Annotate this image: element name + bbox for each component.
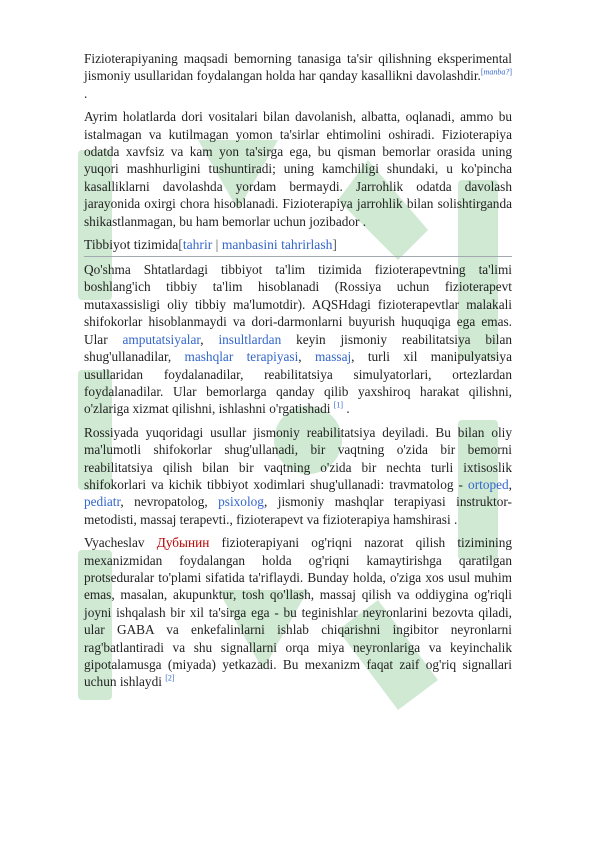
reference-2[interactable]: [2]: [165, 673, 175, 683]
link-pediatr[interactable]: pediatr: [84, 494, 121, 510]
link-massaj[interactable]: massaj: [314, 349, 352, 365]
paragraph-russia-system: Rossiyada yuqoridagi usullar jismoniy reabilitatsiya deyiladi. Bu bilan oliy ma'lumotli shifokorlar shug'ullanadi, bir vaqtning o'zida bir bemorni reabilitatsiya qilish bilan bir vaqtning o'zida bir nechta turli ixtisoslik shifokorlari va kichik tibbiyot xodimlari shug'ullanadi: travmatolog - ortoped, pediatr, nevropatolog, psixolog, jismoniy mashqlar terapiyasi instruktor-metodisti, massaj terapevti., fizioterapevt va fizioterapiya hamshirasi .: [84, 424, 512, 527]
reference-1[interactable]: [1]: [333, 400, 344, 410]
section-heading-medical-system: Tibbiyot tizimida[tahrir | manbasini tahrirlash]: [84, 236, 512, 257]
redlink-dubynin[interactable]: Дубынин: [156, 535, 210, 551]
edit-section-link[interactable]: tahrir: [182, 237, 213, 253]
paragraph-purpose: Fizioterapiyaning maqsadi bemorning tanasiga ta'sir qilishning eksperimental jismoniy usullaridan foydalangan holda har qanday kasallikni davolashdir.[manba?] .: [84, 51, 512, 101]
link-psixolog[interactable]: psixolog: [218, 494, 264, 510]
paragraph-usa-system: Qo'shma Shtatlardagi tibbiyot ta'lim tizimida fizioterapevtning ta'limi boshlang'ich tibbiy ta'lim hisoblanadi (Rossiya uchun fizioterapevt mutaxassisligi oliy tibbiy ma'lumotdir). AQSHdagi fizioterapevtlar malakali shifokorlar hisoblanmaydi va dori-darmonlarni buyurish huquqiga ega emas. Ular amputatsiyalar, insultlardan keyin jismoniy reabilitatsiya bilan shug'ullanadilar, mashqlar terapiyasi, massaj, turli xil manipulyatsiya usullaridan foydalanadilar, reabilitatsiya simulyatorlari, ortezlardan foydalanadilar. Ular bemorlarga qanday qilib yaxshiroq harakat qilishni, o'zlariga xizmat qilishni, ishlashni o'rgatishadi [1] .: [84, 262, 512, 417]
link-ortoped[interactable]: ortoped: [468, 476, 509, 492]
link-mashqlar-terapiyasi[interactable]: mashqlar terapiyasi: [184, 349, 299, 365]
link-amputatsiyalar[interactable]: amputatsiyalar: [122, 331, 201, 347]
paragraph-drugs-vs-physio: Ayrim holatlarda dori vositalari bilan davolanish, albatta, oqlanadi, ammo bu istalmagan va kutilmagan yomon ta'sirlar ehtimolini oshiradi. Fizioterapiya odatda xavfsiz va kam yon ta'sirga ega, bu qisman bemorlar orasida uning yuqori mashhurligini tushuntiradi; uning kamchiligi shundaki, u ko'pincha kasalliklarni davolashda yordam bermaydi. Jarrohlik odatda davolash jarayonida oxirgi chora hisoblanadi. Fizioterapiya jarrohlik bilan solishtirganda shikastlanmagan, bu ham bemorlar uchun jozibador .: [84, 109, 512, 229]
edit-source-link[interactable]: manbasini tahrirlash: [221, 237, 333, 253]
paragraph-pain-control: Vyacheslav Дубынин fizioterapiyani og'riqni nazorat qilish tizimining mexanizmidan foydalangan holda og'riqni kamaytirishga qaratilgan protseduralar to'plami sifatida ta'riflaydi. Bunday holda, o'ziga xos usul muhim emas, masalan, akupunktur, tosh qo'llash, massaj qilish va oddiygina og'riqli joyni ishqalash bir xil ta'sirga ega - bu teginishlar neyronlarini bezovta qiladi, ular GABA va enkefalinlarni ishlab chiqarishni ingibitor neyronlarni rag'batlantiradi va shu signallarni orqa miya neyronlariga va keyinchalik gipotalamusga (miyada) yetkazadi. Bu mexanizm faqat zaif og'riq signallari uchun ishlaydi [2]: [84, 535, 513, 690]
article-body: [84, 50, 512, 697]
link-insultlardan[interactable]: insultlardan: [218, 331, 282, 347]
citation-needed-note[interactable]: [manba?]: [480, 67, 512, 77]
section-title: Tibbiyot tizimida: [84, 237, 179, 253]
